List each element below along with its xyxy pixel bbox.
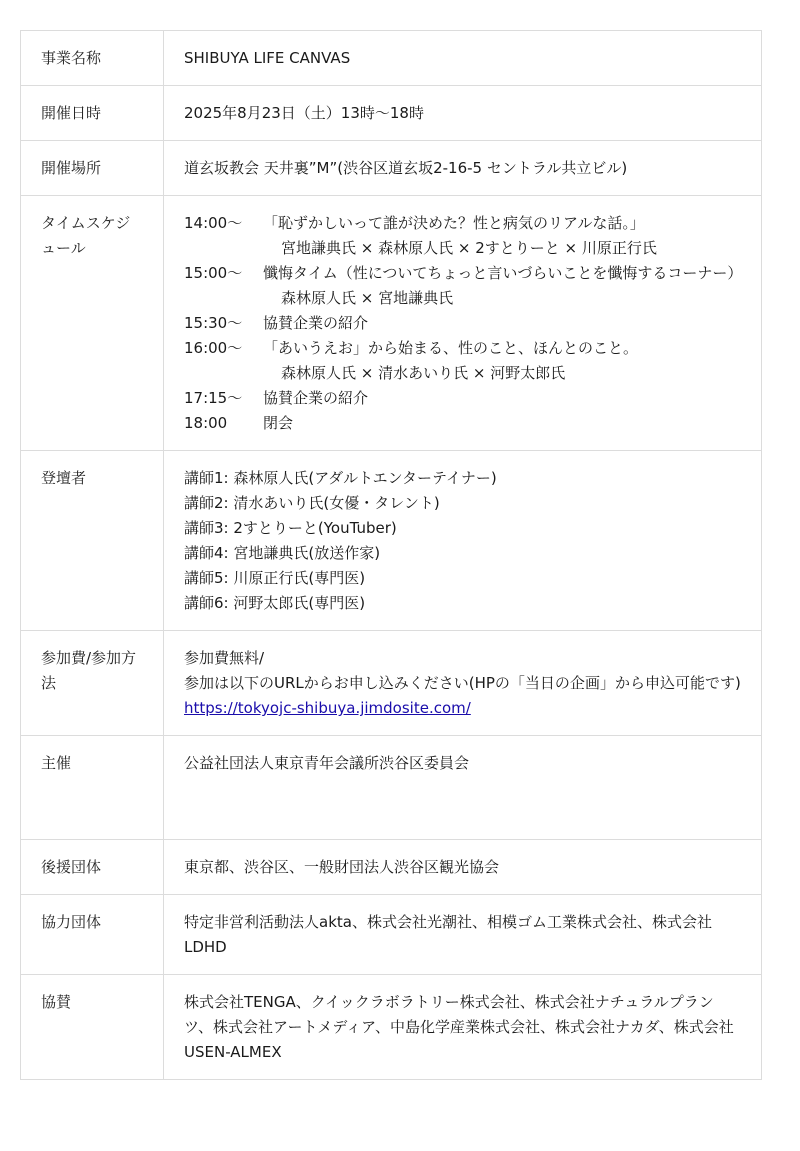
row-label: 後援団体	[21, 840, 164, 895]
fee-instructions: 参加は以下のURLからお申し込みください(HPの「当日の企画」から申込可能です)	[184, 674, 741, 692]
row-label: タイムスケジュール	[21, 196, 164, 451]
schedule-title: 協賛企業の紹介	[263, 314, 369, 332]
table-row-venue	[21, 141, 762, 196]
table-row-schedule	[21, 196, 762, 451]
organizer-value: 公益社団法人東京青年会議所渋谷区委員会	[164, 736, 762, 840]
row-label: 開催場所	[21, 141, 164, 196]
schedule-item	[184, 411, 741, 436]
speakers-cell	[164, 451, 762, 631]
table-row-organizer	[21, 736, 762, 840]
schedule-speakers: 森林原人氏 × 清水あいり氏 × 河野太郎氏	[281, 364, 566, 382]
table-row-sponsors	[21, 975, 762, 1080]
schedule-time: 15:00〜	[184, 264, 243, 282]
schedule-title: 懺悔タイム（性についてちょっと言いづらいことを懺悔するコーナー）	[263, 264, 743, 282]
schedule-item	[184, 336, 741, 361]
table-row-fee	[21, 631, 762, 736]
speaker-item: 講師5: 川原正行氏(専門医)	[184, 569, 366, 587]
support-value: 東京都、渋谷区、一般財団法人渋谷区観光協会	[164, 840, 762, 895]
schedule-item	[184, 211, 741, 236]
row-label: 主催	[21, 736, 164, 840]
event-info-sheet	[20, 30, 762, 1080]
schedule-time: 17:15〜	[184, 389, 243, 407]
schedule-cell	[164, 196, 762, 451]
schedule-item	[184, 311, 741, 336]
table-row-support	[21, 840, 762, 895]
fee-cell	[164, 631, 762, 736]
datetime-value: 2025年8月23日（土）13時〜18時	[164, 86, 762, 141]
speaker-item: 講師3: 2すとりーと(YouTuber)	[184, 519, 397, 537]
speaker-item: 講師2: 清水あいり氏(女優・タレント)	[184, 494, 440, 512]
speaker-item: 講師1: 森林原人氏(アダルトエンターテイナー)	[184, 469, 497, 487]
schedule-title: 「あいうえお」から始まる、性のこと、ほんとのこと。	[263, 339, 639, 357]
schedule-title: 「恥ずかしいって誰が決めた？性と病気のリアルな話。」	[263, 214, 645, 232]
row-label: 登壇者	[21, 451, 164, 631]
schedule-title: 閉会	[263, 414, 294, 432]
event-info-table	[20, 30, 762, 1080]
speaker-item: 講師6: 河野太郎氏(専門医)	[184, 594, 366, 612]
schedule-speakers: 宮地謙典氏 × 森林原人氏 × 2すとりーと × 川原正行氏	[281, 239, 657, 257]
schedule-item	[184, 261, 741, 286]
table-row-datetime	[21, 86, 762, 141]
schedule-speakers: 森林原人氏 × 宮地謙典氏	[281, 289, 454, 307]
fee-text: 参加費無料/	[184, 649, 265, 667]
schedule-item	[184, 386, 741, 411]
schedule-time: 15:30〜	[184, 314, 243, 332]
row-label: 開催日時	[21, 86, 164, 141]
table-row-speakers	[21, 451, 762, 631]
row-label: 協賛	[21, 975, 164, 1080]
schedule-title: 協賛企業の紹介	[263, 389, 369, 407]
row-label: 参加費/参加方法	[21, 631, 164, 736]
row-label: 協力団体	[21, 895, 164, 975]
schedule-time: 18:00	[184, 414, 228, 432]
cooperation-value: 特定非営利活動法人akta、株式会社光潮社、相模ゴム工業株式会社、株式会社LDHD	[164, 895, 762, 975]
speaker-item: 講師4: 宮地謙典氏(放送作家)	[184, 544, 381, 562]
venue-value: 道玄坂教会 天井裏”M”(渋谷区道玄坂2-16-5 セントラル共立ビル)	[164, 141, 762, 196]
table-row-cooperation	[21, 895, 762, 975]
row-label: 事業名称	[21, 31, 164, 86]
schedule-time: 16:00〜	[184, 339, 243, 357]
sponsors-value: 株式会社TENGA、クイックラボラトリー株式会社、株式会社ナチュラルプランツ、株式会社アートメディア、中島化学産業株式会社、株式会社ナカダ、株式会社USEN-ALMEX	[164, 975, 762, 1080]
table-row-event-name	[21, 31, 762, 86]
schedule-time: 14:00〜	[184, 214, 243, 232]
event-name-value: SHIBUYA LIFE CANVAS	[164, 31, 762, 86]
registration-link[interactable]: https://tokyojc-shibuya.jimdosite.com/	[184, 699, 471, 717]
